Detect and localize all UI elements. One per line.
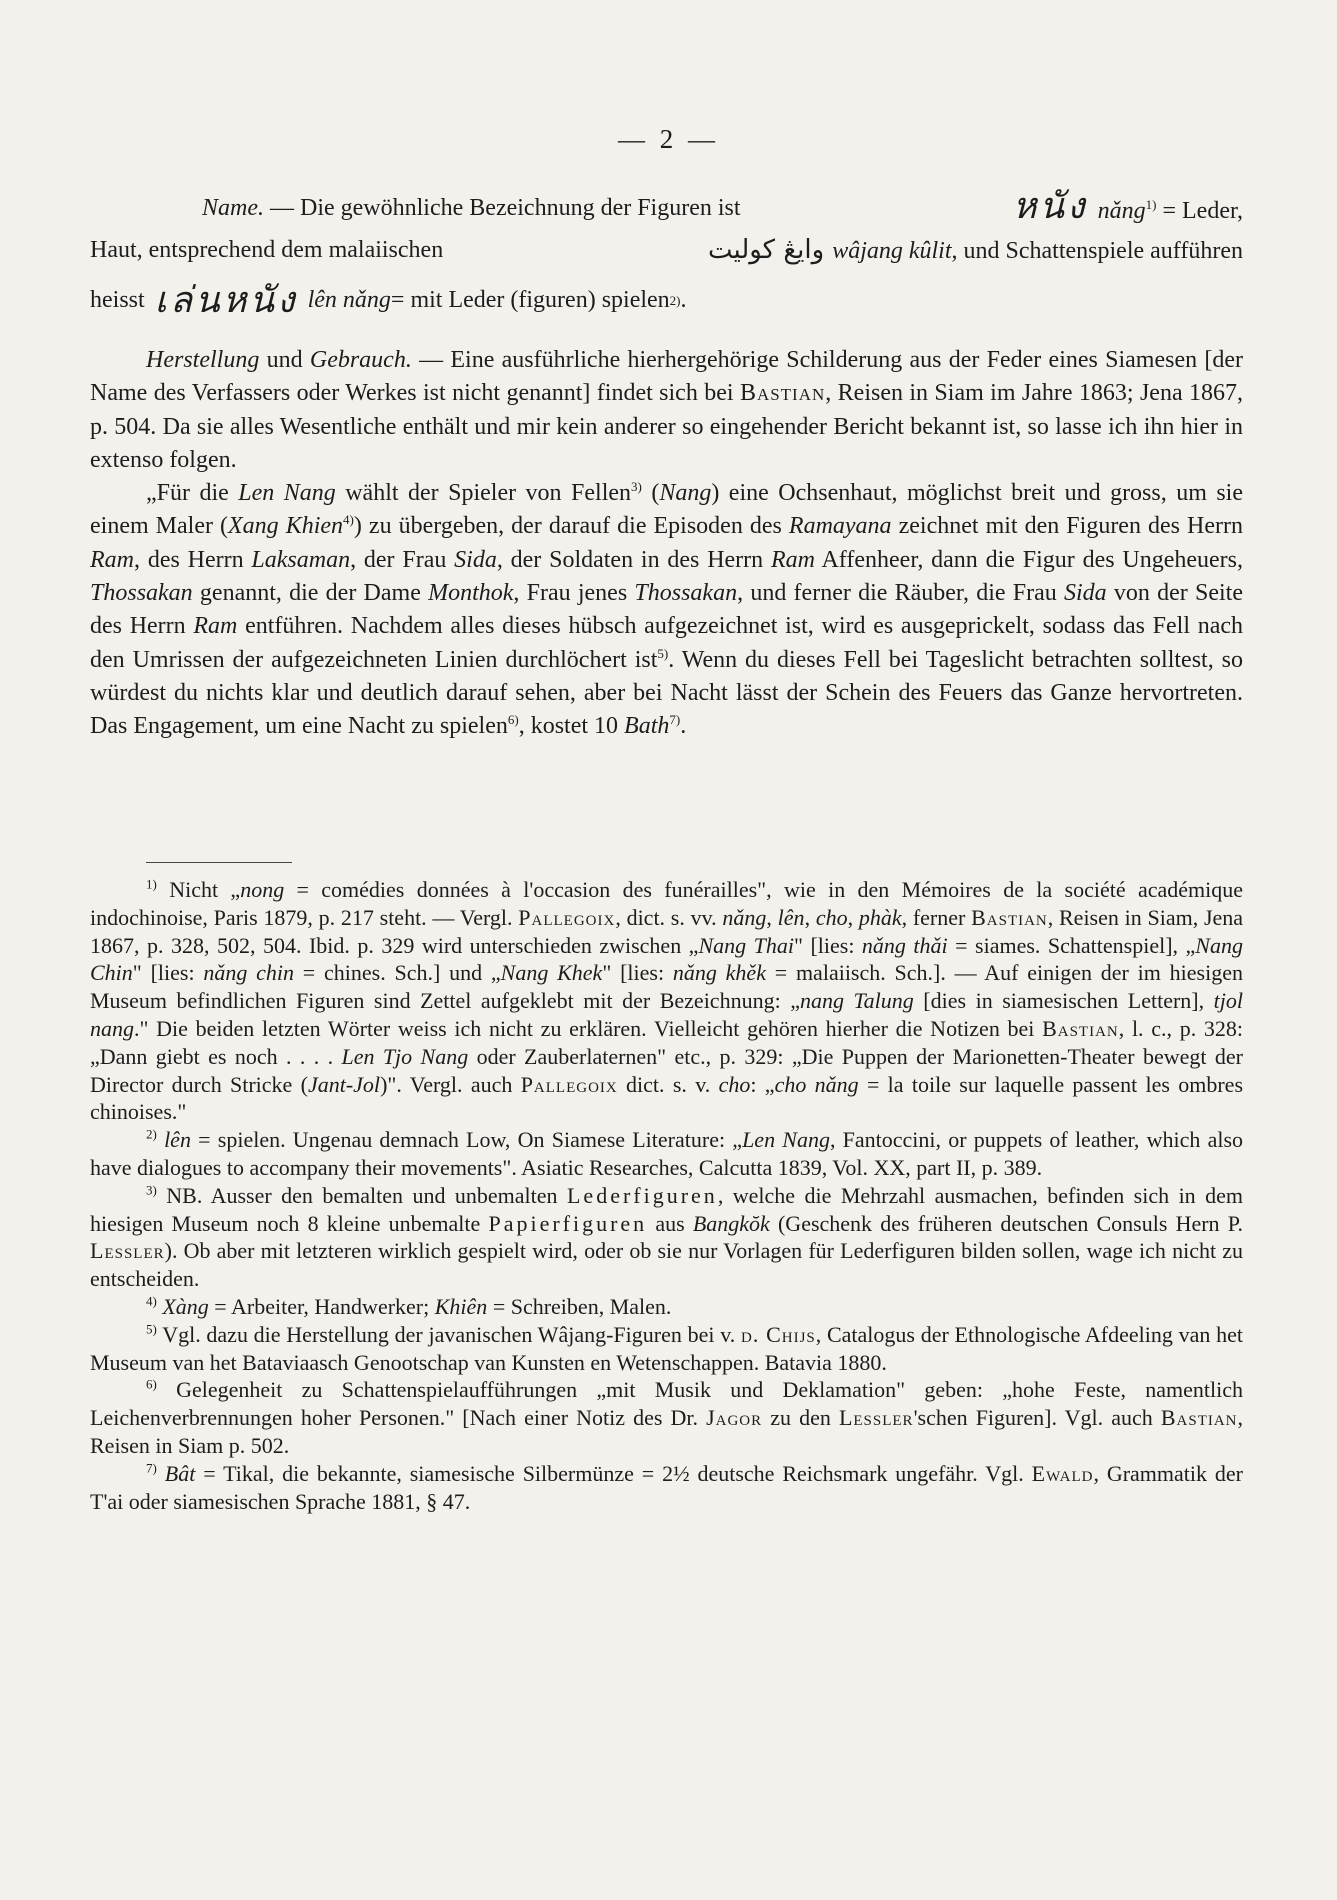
- heading-gebrauch: Gebrauch.: [309, 347, 412, 373]
- page-number: — 2 —: [618, 124, 719, 154]
- footnote-6: $^{6)}$ Gelegenheit zu Schattenspielaufführungen „mit Musik und Deklamation" geben: „hohe Feste, namentlich Leichenverbrennungen hoher Personen." [Nach einer Notiz des Dr. Jagor zu den Lessler'schen Figuren]. Vgl. auch Bastian, Reisen in Siam p. 502.: [90, 1377, 1244, 1458]
- footnote-mark-1: 1): [1145, 196, 1157, 212]
- main-text: [90, 185, 1244, 744]
- text: , und Schattenspiele aufführen: [951, 237, 1243, 264]
- paragraph-herstellung: Herstellung und Gebrauch. — Eine ausführliche hierhergehörige Schilderung aus der Feder eines Siamesen [der Name des Verfassers oder Werkes ist nicht genannt] findet sich bei Bastian, Reisen in Siam im Jahre 1863; Jena 1867, p. 504. Da sie alles Wesentliche enthält und mir kein anderer so eingehender Bericht bekannt ist, so lasse ich ihn hier in extenso folgen.: [90, 347, 1244, 473]
- footnote-1: $^{1)}$ Nicht „nong = comédies données à l'occasion des funérailles", wie in den Mémoires de la société académique indochinoise, Paris 1879, p. 217 steht. — Vergl. Pallegoix, dict. s. vv. nǎng, lên, cho, phàk, ferner Bastian, Reisen in Siam, Jena 1867, p. 328, 502, 504. Ibid. p. 329 wird unterschieden zwischen „Nang Thai" [lies: nǎng thǎi = siames. Schattenspiel], „Nang Chin" [lies: nǎng chin = chines. Sch.] und „Nang Khek" [lies: nǎng khěk = malaiisch. Sch.]. — Auf einigen der im hiesigen Museum befindlichen Figuren sind Zettel aufgeklebt mit der Bezeichnung: „nang Talung [dies in siamesischen Lettern], tjol nang." Die beiden letzten Wörter weiss ich nicht zu erklären. Vielleicht gehören hierher die Notizen bei Bastian, l. c., p. 328: „Dann giebt es noch . . . . Len Tjo Nang oder Zauberlaternen" etc., p. 329: „Die Puppen der Marionetten-Theater bewegt der Director durch Stricke (Jant-Jol)". Vergl. auch Pallegoix dict. s. v. cho: „cho nǎng = la toile sur laquelle passent les ombres chinoises.": [90, 876, 1244, 1125]
- footnote-5: $^{5)}$ Vgl. dazu die Herstellung der javanischen Wâjang-Figuren bei v. d. Chijs, Catalogus der Ethnologische Afdeeling van het Museum van het Bataviaasch Genootschap van Kunsten en Wetenschappen. Batavia 1880.: [90, 1321, 1243, 1375]
- footnote-7: $^{7)}$ Bât = Tikal, die bekannte, siamesische Silbermünze = 2½ deutsche Reichsmark ungefähr. Vgl. Ewald, Grammatik der T'ai oder siamesischen Sprache 1881, § 47.: [90, 1460, 1244, 1514]
- footnote-mark-5: 5): [657, 645, 669, 661]
- paragraph-quote: „Für die Len Nang wählt der Spieler von Fellen$^{3)}$ (Nang) eine Ochsenhaut, möglichst breit und gross, um sie einem Maler (Xang Khien$^{4)}$) zu übergeben, der darauf die Episoden des Ramayana zeichnet mit den Figuren des Herrn Ram, des Herrn Laksaman, der Frau Sida, der Soldaten in des Herrn Ram Affenheer, dann die Figur des Ungeheuers, Thossakan genannt, die der Dame Monthok, Frau jenes Thossakan, und ferner die Räuber, die Frau Sida von der Seite des Herrn Ram entführen. Nachdem alles dieses hübsch aufgezeichnet ist, wird es ausgeprickelt, sodass das Fell nach den Umrissen der aufgezeichneten Linien durchlöchert ist$^{5)}$. Wenn du dieses Fell bei Tageslicht betrachten solltest, so würdest du nichts klar und deutlich darauf sehen, aber bei Nacht lässt der Schein des Feuers das Ganze hervortreten. Das Engagement, um eine Nacht zu spielen$^{6)}$, kostet 10 Bath$^{7)}$.: [90, 479, 1244, 740]
- name-line-2: [90, 230, 1243, 272]
- footnote-3: $^{3)}$ NB. Ausser den bemalten und unbemalten Lederfiguren, welche die Mehrzahl ausmachen, befinden sich in dem hiesigen Museum noch 8 kleine unbemalte Papierfiguren aus Bangkŏk (Geschenk des früheren deutschen Consuls Hern P. Lessler). Ob aber mit letzteren wirklich gespielt wird, oder ob sie nur Vorlagen für Lederfiguren bilden sollen, wage ich nicht zu entscheiden.: [90, 1182, 1244, 1292]
- heading-herstellung: Herstellung: [146, 347, 260, 373]
- thai-script-len-nang: เล่นหนัง: [154, 280, 298, 322]
- heading-name: Name.: [202, 195, 264, 222]
- name-line-3: heisst เล่นหนัง lên nǎng = mit Leder (figuren) spielen 2) .: [90, 280, 687, 322]
- footnote-mark-4: 4): [343, 512, 354, 528]
- author-bastian: Bastian: [739, 380, 826, 407]
- text: heisst: [90, 287, 145, 314]
- text: = Leder,: [1156, 197, 1243, 224]
- text: — Die gewöhnliche Bezeichnung der Figuren ist: [264, 195, 741, 222]
- name-line-1: [90, 185, 1243, 230]
- footnote-mark-6: 6): [507, 712, 519, 728]
- thai-script-nang: หนัง: [1012, 185, 1088, 227]
- translit-wajang: wâjang kûlit: [832, 237, 952, 264]
- translit-nang: nǎng: [1097, 197, 1146, 224]
- footnote-2: $^{2)}$ lên = spielen. Ungenau demnach Low, On Siamese Literature: „Len Nang, Fantoccini, or puppets of leather, which also have dialogues to accompany their movements". Asiatic Researches, Calcutta 1839, Vol. XX, part II, p. 389.: [90, 1126, 1244, 1180]
- footnote-mark-7: 7): [669, 712, 681, 728]
- footnote-separator: [146, 862, 292, 863]
- text: Haut, entsprechend dem malaiischen: [90, 237, 444, 264]
- footnote-4: $^{4)}$ Xàng = Arbeiter, Handwerker; Khiên = Schreiben, Malen.: [146, 1293, 672, 1319]
- translit-len-nang: lên nǎng: [307, 287, 391, 314]
- footnotes: [90, 876, 1243, 1515]
- arabic-script-wajang: وايڠ كوليت: [707, 234, 825, 265]
- footnote-mark-3: 3): [631, 479, 642, 495]
- text: = mit Leder (figuren) spielen: [390, 287, 670, 314]
